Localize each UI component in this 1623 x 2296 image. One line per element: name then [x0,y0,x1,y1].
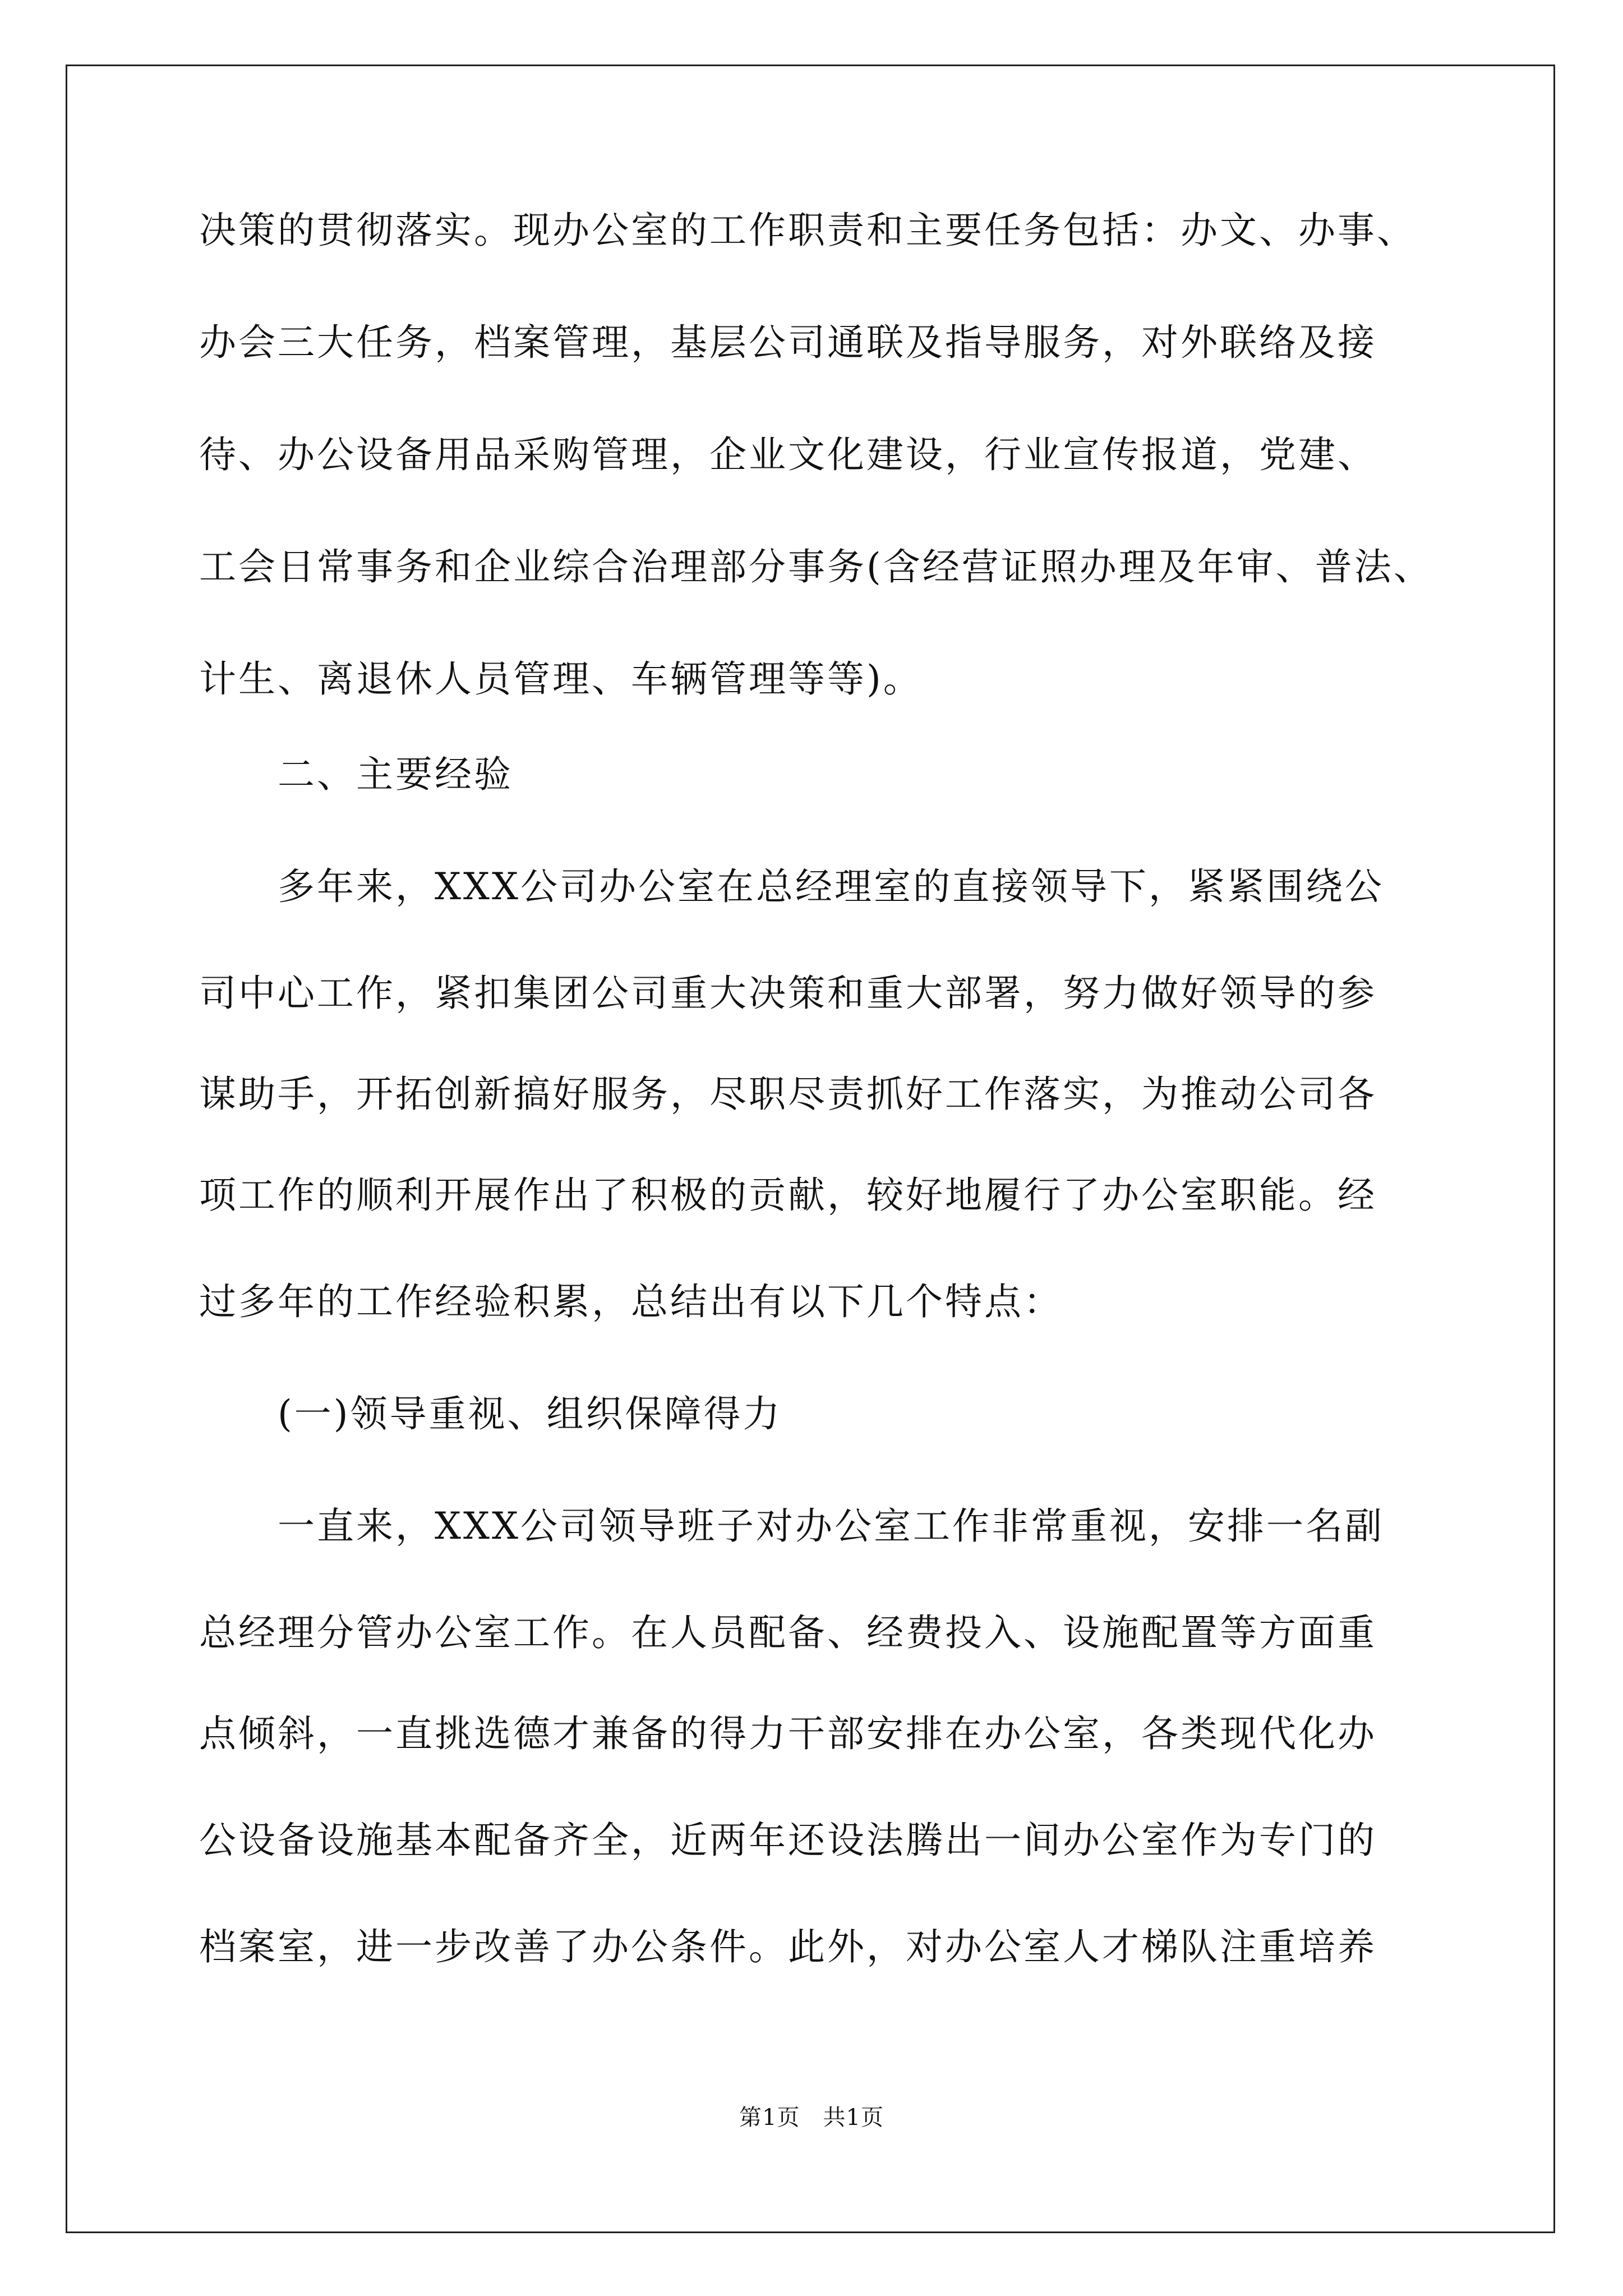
paragraph-line: 点倾斜，一直挑选德才兼备的得力干部安排在办公室，各类现代化办 [199,1712,1377,1755]
page-border [66,65,1555,2233]
paragraph-line: 一直来，XXX公司领导班子对办公室工作非常重视，安排一名副 [199,1504,1384,1548]
paragraph-line: 决策的贯彻落实。现办公室的工作职责和主要任务包括：办文、办事、 [199,209,1416,252]
paragraph-line: 计生、离退休人员管理、车辆管理等等)。 [199,657,923,701]
paragraph-line: 项工作的顺利开展作出了积极的贡献，较好地履行了办公室职能。经 [199,1174,1377,1217]
section-heading: 二、主要经验 [199,753,513,796]
paragraph-line: 过多年的工作经验积累，总结出有以下几个特点： [199,1280,1063,1323]
paragraph-line: 司中心工作，紧扣集团公司重大决策和重大部署，努力做好领导的参 [199,972,1377,1015]
paragraph-line: 总经理分管办公室工作。在人员配备、经费投入、设施配置等方面重 [199,1611,1377,1654]
paragraph-line: 工会日常事务和企业综合治理部分事务(含经营证照办理及年审、普法、 [199,545,1433,588]
paragraph-line: 谋助手，开拓创新搞好服务，尽职尽责抓好工作落实，为推动公司各 [199,1073,1377,1116]
page-number-footer: 第1页 共1页 [739,2105,884,2131]
subsection-heading: (一)领导重视、组织保障得力 [199,1392,782,1435]
paragraph-line: 档案室，进一步改善了办公条件。此外，对办公室人才梯队注重培养 [199,1925,1377,1968]
paragraph-line: 公设备设施基本配备齐全，近两年还设法腾出一间办公室作为专门的 [199,1819,1377,1862]
paragraph-line: 多年来，XXX公司办公室在总经理室的直接领导下，紧紧围绕公 [199,865,1384,908]
paragraph-line: 待、办公设备用品采购管理，企业文化建设，行业宣传报道，党建、 [199,433,1377,476]
paragraph-line: 办会三大任务，档案管理，基层公司通联及指导服务，对外联络及接 [199,321,1377,364]
